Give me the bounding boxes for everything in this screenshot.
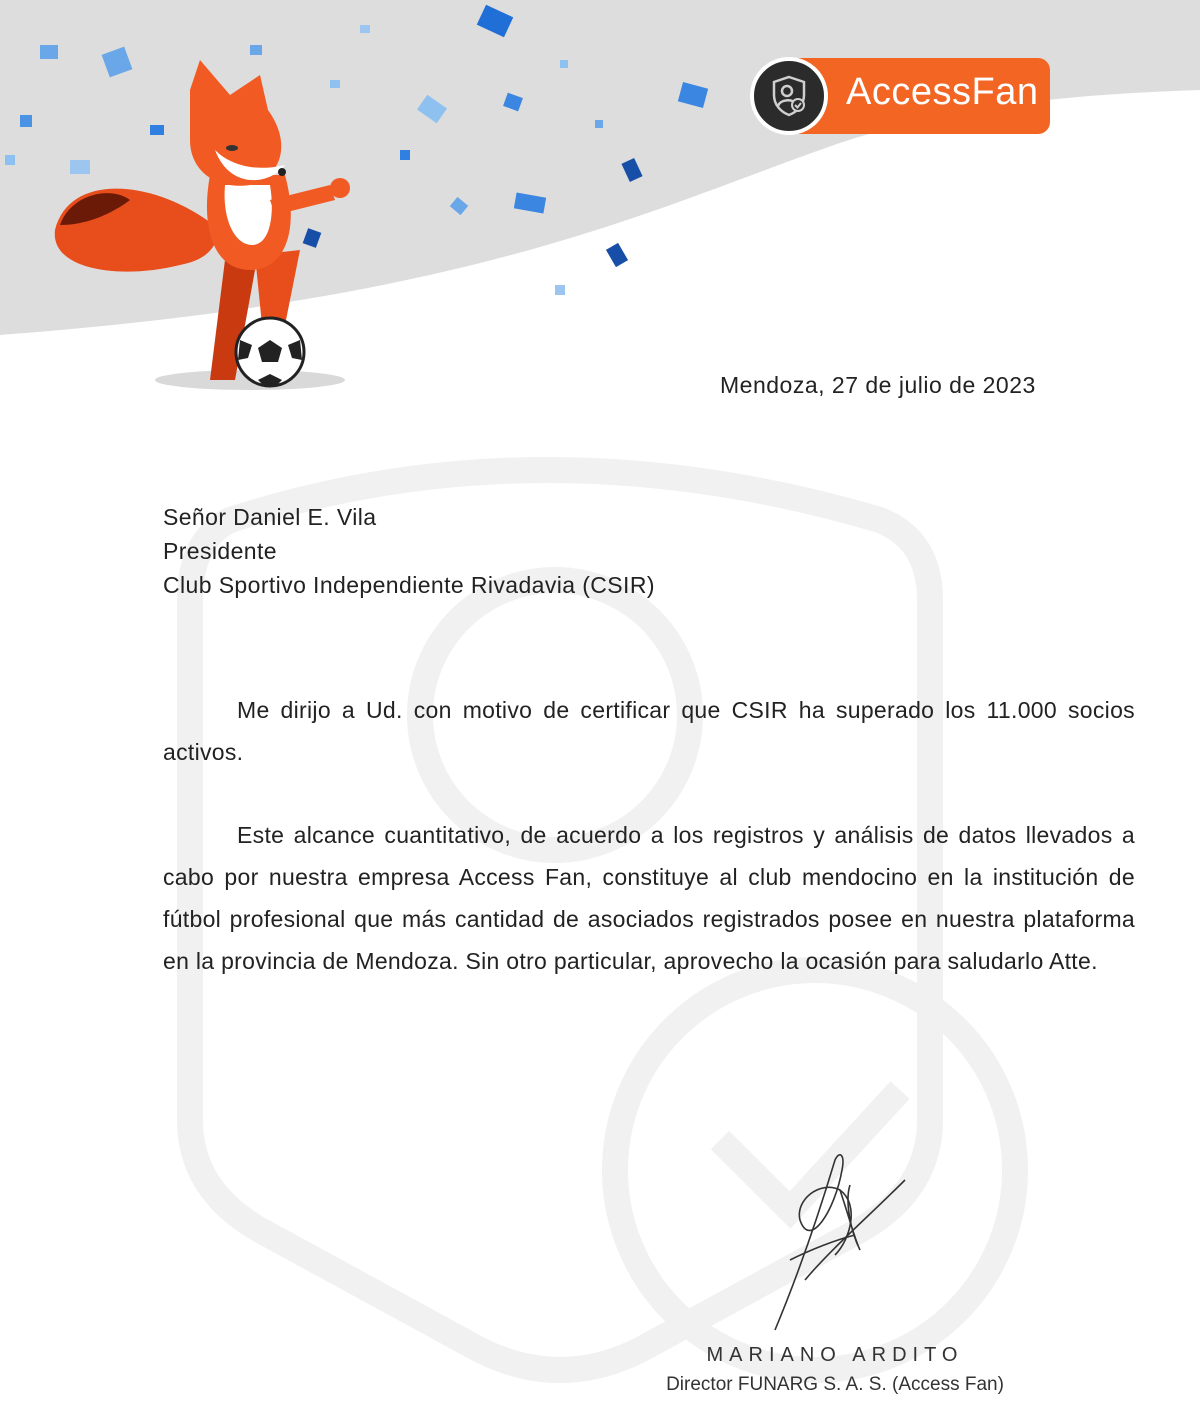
signer-title: Director FUNARG S. A. S. (Access Fan) [666, 1374, 1004, 1395]
recipient-organization: Club Sportivo Independiente Rivadavia (CSIR) [163, 572, 655, 598]
letter-date: Mendoza, 27 de julio de 2023 [720, 372, 1036, 398]
brand-name: AccessFan [846, 71, 1039, 113]
recipient-name: Señor Daniel E. Vila [163, 504, 377, 530]
recipient-role: Presidente [163, 538, 277, 564]
signer-name: MARIANO ARDITO [706, 1344, 964, 1366]
body-paragraph: Me dirijo a Ud. con motivo de certificar que CSIR ha superado los 11.000 socios activos. [163, 697, 1135, 765]
body-paragraph: Este alcance cuantitativo, de acuerdo a los registros y análisis de datos llevados a cabo por nuestra empresa Access Fan, constituye al club mendocino en la institución de fútbol profesional que más cantidad de asociados registrados posee en nuestra plataforma en la provincia de Mendoza. Sin otro particular, aprovecho la ocasión para saludarlo Atte. [163, 822, 1135, 974]
